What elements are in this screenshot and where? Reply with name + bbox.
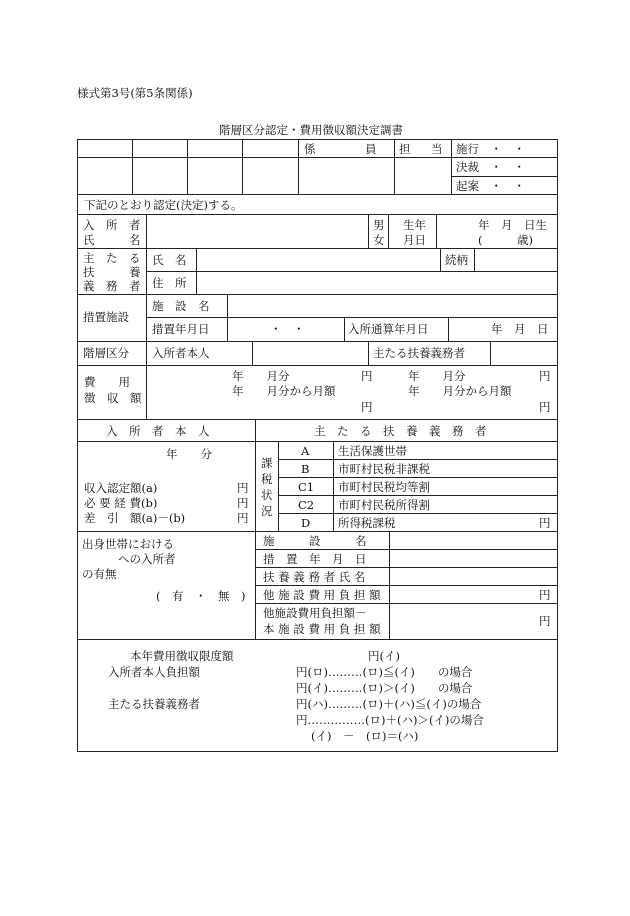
detail-other-burden: 他 施 設 費 用 負 担 額 [263, 588, 381, 602]
supporter-label-3: 義 務 者 [83, 279, 141, 293]
calc-limit-label: 本年費用徴収限度額 [130, 649, 234, 663]
placement-date-label: 措置年月日 [152, 322, 210, 336]
fee-line-2a: 年 月分から月額 [232, 384, 336, 398]
form-number: 様式第3号(第5条関係) [77, 86, 193, 100]
tax-desc-b: 市町村民税非課税 [338, 462, 430, 476]
entry-date-value: 年 月 日 [491, 322, 549, 336]
fee-yen-1: 円 [361, 369, 373, 383]
income-year: 年 分 [166, 447, 212, 461]
section-self: 入 所 者 本 人 [106, 424, 210, 438]
origin-line-3: の有無 [82, 567, 117, 581]
relation-label: 続柄 [445, 253, 468, 267]
facility-name-label: 施 設 名 [152, 299, 210, 313]
detail-diff-2: 本 施 設 費 用 負 担 額 [263, 622, 381, 636]
origin-line-2: への入所者 [118, 552, 176, 566]
calc-self-line-1: 円(ロ)………(ロ)≦(イ) の場合 [296, 665, 473, 679]
class-label: 階層区分 [83, 346, 129, 360]
fee-yen-3: 円 [361, 400, 373, 414]
income-recognized: 収入認定額(a) [84, 481, 158, 495]
tax-code-d: D [301, 516, 311, 530]
calc-formula: (イ) － (ロ)＝(ハ) [311, 729, 419, 743]
placement-date-value: ・ ・ [270, 322, 305, 336]
tax-code-a: A [301, 444, 310, 458]
fee-line-2b: 年 月分から月額 [408, 384, 512, 398]
section-supporter: 主 た る 扶 養 義 務 者 [314, 424, 487, 438]
tax-label-4: 況 [261, 504, 273, 518]
tax-desc-c2: 市町村民税所得割 [338, 498, 430, 512]
tax-label-2: 税 [261, 472, 273, 486]
birth-date: 年 月 日生 [478, 218, 547, 232]
approval-in: 員 [365, 142, 377, 156]
intro-text: 下記のとおり認定(決定)する。 [84, 198, 243, 212]
detail-other-burden-yen: 円 [539, 588, 551, 602]
tax-desc-a: 生活保護世帯 [338, 444, 407, 458]
origin-choice: ( 有 ・ 無 ) [156, 589, 246, 603]
resident-label-2: 氏 名 [83, 233, 141, 247]
tax-label-3: 状 [261, 488, 273, 502]
tax-yen: 円 [539, 516, 551, 530]
income-balance: 差 引 額(a)－(b) [84, 511, 186, 525]
supporter-label-1: 主 た る [83, 251, 141, 265]
class-self-label: 入所者本人 [152, 346, 210, 360]
income-yen-3: 円 [237, 511, 249, 525]
approval-kessai: 決裁 ・ ・ [456, 160, 525, 174]
tax-code-c1: C1 [298, 480, 315, 494]
detail-placement-date: 措 置 年 月 日 [263, 552, 367, 566]
detail-diff-1: 他施設費用負担額－ [263, 606, 367, 620]
calc-self-label: 入所者本人負担額 [108, 665, 200, 679]
origin-line-1: 出身世帯における [82, 537, 174, 551]
sex-male: 男 [373, 218, 385, 232]
placement-label: 措置施設 [83, 310, 129, 324]
income-expenses: 必 要 経 費(b) [84, 496, 158, 510]
detail-facility-name: 施 設 名 [263, 534, 367, 548]
detail-supporter-name: 扶 養 義 務 者 氏 名 [263, 570, 366, 584]
class-supporter-label: 主たる扶養義務者 [373, 346, 465, 360]
fee-line-1b: 年 月分 [408, 369, 466, 383]
approval-tou: 当 [431, 142, 443, 156]
fee-yen-4: 円 [539, 400, 551, 414]
calc-supporter-line-2: 円……………(ロ)＋(ハ)＞(イ)の場合 [296, 713, 484, 727]
calc-self-line-2: 円(イ)………(ロ)＞(イ) の場合 [296, 681, 473, 695]
resident-label-1: 入 所 者 [83, 218, 141, 232]
calc-limit-value: 円(イ) [368, 649, 400, 663]
tax-code-c2: C2 [298, 498, 315, 512]
income-yen-2: 円 [237, 496, 249, 510]
approval-kian: 起案 ・ ・ [456, 179, 525, 193]
detail-diff-yen: 円 [539, 614, 551, 628]
fee-yen-2: 円 [539, 369, 551, 383]
approval-shiko: 施行 ・ ・ [456, 142, 525, 156]
approval-kakari: 係 [304, 142, 316, 156]
supporter-address-label: 住 所 [152, 276, 187, 290]
supporter-name-label: 氏 名 [152, 253, 187, 267]
fee-label-2: 徴 収 額 [84, 391, 142, 405]
income-yen-1: 円 [237, 481, 249, 495]
tax-code-b: B [301, 462, 310, 476]
fee-line-1a: 年 月分 [232, 369, 290, 383]
approval-tan: 担 [399, 142, 411, 156]
tax-desc-c1: 市町村民税均等割 [338, 480, 430, 494]
tax-label-1: 課 [261, 456, 273, 470]
birth-label-1: 生年 [403, 218, 426, 232]
tax-desc-d: 所得税課税 [338, 516, 396, 530]
age: ( 歳) [478, 233, 533, 247]
calc-supporter-line-1: 円(ハ)………(ロ)＋(ハ)≦(イ)の場合 [296, 697, 482, 711]
form-title: 階層区分認定・費用徴収額決定調書 [219, 123, 403, 137]
sex-female: 女 [373, 233, 385, 247]
calc-supporter-label: 主たる扶養義務者 [108, 697, 200, 711]
entry-date-label: 入所通算年月日 [348, 322, 429, 336]
fee-label-1: 費 用 [84, 375, 130, 389]
supporter-label-2: 扶 養 [83, 265, 141, 279]
birth-label-2: 月日 [403, 233, 426, 247]
